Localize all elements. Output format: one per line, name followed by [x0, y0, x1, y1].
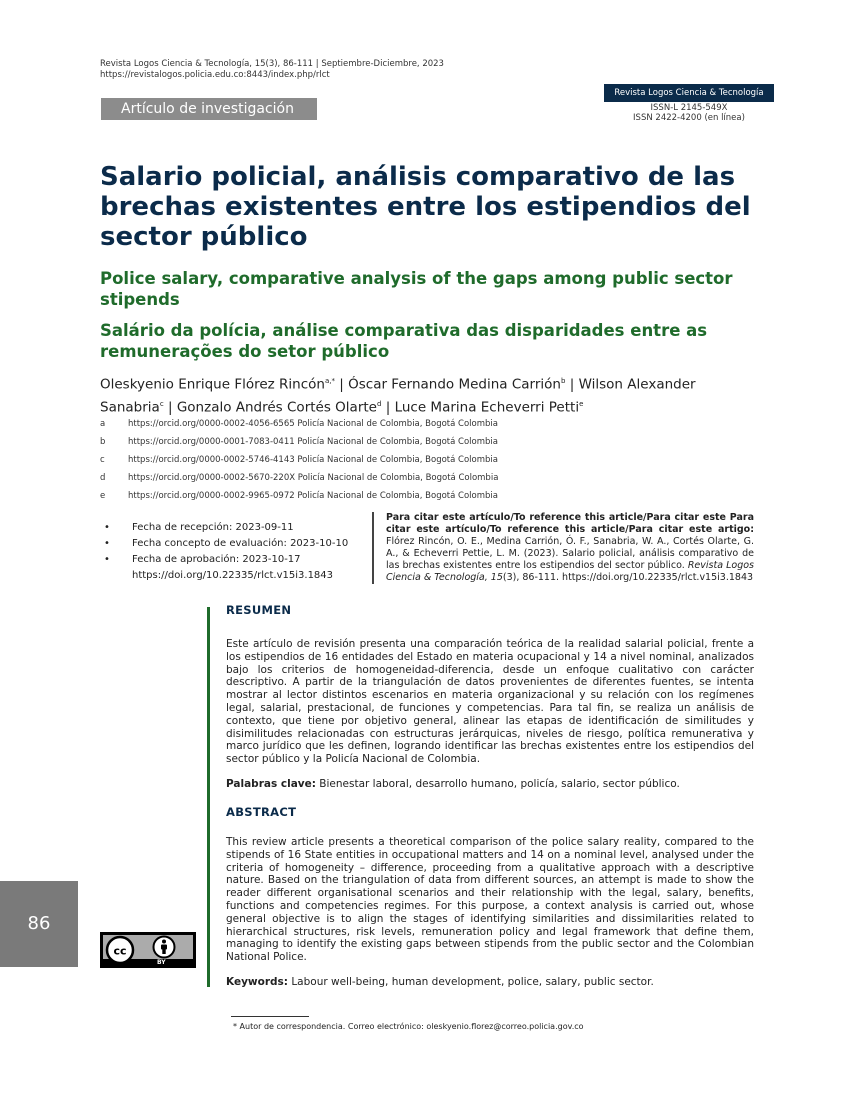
date-evaluation: [100, 536, 370, 552]
date-evaluation-text: Fecha concepto de evaluación: 2023-10-10: [132, 538, 349, 549]
date-received: [100, 520, 370, 536]
author-sup: a,*: [324, 377, 335, 385]
issn-block: [604, 103, 774, 123]
palabras-clave-label: Palabras clave:: [226, 778, 316, 790]
citation-box: [372, 512, 754, 584]
citation-line: Revista Logos Ciencia & Tecnología, 15(3), 86-111 | Septiembre-Diciembre, 2023: [100, 59, 444, 69]
affiliation-letter: a: [100, 419, 106, 429]
correspondence-footnote: * Autor de correspondencia. Correo electrónico: oleskyenio.florez@correo.policia.gov.co: [233, 1022, 584, 1031]
date-approved: [100, 552, 370, 568]
affiliation-text[interactable]: https://orcid.org/0000-0002-5746-4143 Policía Nacional de Colombia, Bogotá Colombia: [128, 455, 498, 465]
author-name: Luce Marina Echeverri Petti: [394, 399, 580, 415]
author-separator: |: [565, 376, 579, 393]
author-sup: b: [560, 377, 566, 385]
abstract-text: This review article presents a theoretical comparison of the police salary reality, compared to the stipends of 16 State entities in occupational matters and 14 on a nominal level, analysed under the criteria of homogeneity – difference, proceeding from a qualitative approach with a descriptive nature. Based on the triangulation of data from different sources, an attempt is made to show the reader different organisational scenarios and their relationship with the legal, salary, benefits, functions and competencies regimes. For this purpose, a context analysis is carried out, whose general objective is to align the stages of identifying similarities and dissimilarities related to hierarchical structures, risk levels, remuneration policy and legal framework that define them, managing to identify the existing gaps between stipends from the public sector and the Colombian National Police.: [226, 836, 754, 964]
palabras-clave: [226, 778, 754, 791]
keywords-label: Keywords:: [226, 976, 288, 988]
title-spanish: Salario policial, análisis comparativo de las brechas existentes entre los estipendios del sector público: [100, 162, 751, 252]
author-sup: c: [159, 399, 164, 408]
author-separator: |: [381, 399, 395, 415]
date-received-text: Fecha de recepción: 2023-09-11: [132, 522, 294, 533]
bullet: •: [104, 538, 110, 549]
section-tag: Artículo de investigación: [101, 98, 317, 120]
cc-icon: [105, 935, 135, 965]
date-approved-text: Fecha de aprobación: 2023-10-17: [132, 554, 301, 565]
bullet: •: [104, 554, 110, 565]
journal-badge: Revista Logos Ciencia & Tecnología: [604, 84, 774, 102]
affiliation-letter: d: [100, 473, 106, 483]
affiliation-letter: b: [100, 437, 106, 447]
author-sup: d: [376, 399, 382, 408]
affiliation-text[interactable]: https://orcid.org/0000-0002-5670-220X Policía Nacional de Colombia, Bogotá Colombia: [128, 473, 499, 483]
title-portuguese: Salário da polícia, análise comparativa das disparidades entre as remunerações do setor público: [100, 321, 708, 361]
abstract-heading: ABSTRACT: [226, 805, 297, 819]
doi-row: [100, 568, 370, 584]
author-name: Óscar Fernando Medina Carrión: [348, 376, 561, 393]
resumen-heading: RESUMEN: [226, 603, 292, 617]
affiliation-text[interactable]: https://orcid.org/0000-0002-4056-6565 Policía Nacional de Colombia, Bogotá Colombia: [128, 419, 498, 429]
affiliation-letter: e: [100, 491, 106, 501]
footnote-divider: [231, 1016, 309, 1017]
cc-license-badge[interactable]: [100, 932, 196, 968]
author-name: Wilson Alexander Sanabria: [100, 376, 696, 415]
citation-end: (3), 86-111. https://doi.org/10.22335/rlct.v15i3.1843: [502, 572, 754, 583]
keywords-text: Labour well-being, human development, police, salary, public sector.: [287, 976, 654, 988]
author-separator: |: [334, 376, 349, 393]
author-list: [100, 372, 760, 417]
affiliation-text[interactable]: https://orcid.org/0000-0001-7083-0411 Policía Nacional de Colombia, Bogotá Colombia: [128, 437, 498, 447]
page-number: 86: [0, 881, 78, 967]
citation-heading: Para citar este artículo/To reference this article/Para citar este Para citar este artículo/To reference this article/Para citar este artigo:: [386, 512, 754, 535]
journal-header: [100, 59, 444, 81]
author-name: Gonzalo Andrés Cortés Olarte: [176, 399, 377, 415]
author-sup: e: [579, 399, 584, 408]
title-english: Police salary, comparative analysis of the gaps among public sector stipends: [100, 269, 733, 309]
author-name: Oleskyenio Enrique Flórez Rincón: [100, 376, 325, 393]
resumen-text: Este artículo de revisión presenta una comparación teórica de la realidad salarial policial, frente a los estipendios de 16 entidades del Estado en materia ocupacional y 14 a nivel nominal, analizados bajo los criterios de homogeneidad-diferencia, desde un enfoque cualitativo con carácter descriptivo. A partir de la triangulación de datos provenientes de diferentes fuentes, se intenta mostrar al lector distintos escenarios en materia organizacional y su relación con los regímenes legal, salarial, prestacional, de funciones y competencias. Para tal fin, se realiza un análisis de contexto, que tiene por objetivo general, alinear las etapas de identificación de similitudes y disimilitudes relacionadas con estructuras jerárquicas, niveles de riesgo, política remunerativa y marco jurídico que les definen, logrando identificar las brechas existentes entre los estipendios del sector público y la Policía Nacional de Colombia.: [226, 638, 754, 766]
bullet: •: [104, 522, 110, 533]
doi-link[interactable]: https://doi.org/10.22335/rlct.v15i3.1843: [132, 570, 334, 581]
citation-journal: Revista Logos Ciencia & Tecnología, 15: [386, 560, 754, 583]
journal-url[interactable]: https://revistalogos.policia.edu.co:8443/index.php/rlct: [100, 70, 330, 80]
attribution-icon: [152, 935, 176, 959]
keywords: [226, 976, 754, 989]
affiliation-letter: c: [100, 455, 105, 465]
issn-l: ISSN-L 2145-549X: [650, 103, 728, 113]
citation-body: Flórez Rincón, O. E., Medina Carrión, Ó. F., Sanabria, W. A., Cortés Olarte, G. A., & Echeverri Pettie, L. M. (2023). Salario policial, análisis comparativo de las brechas existentes entre los estipendios del sector público.: [386, 536, 754, 571]
abstract-sidebar-line: [207, 607, 210, 987]
svg-text:cc: cc: [113, 944, 127, 958]
by-label: BY: [157, 959, 166, 966]
palabras-clave-text: Bienestar laboral, desarrollo humano, policía, salario, sector público.: [315, 778, 680, 790]
article-dates: [100, 520, 370, 584]
author-separator: |: [163, 399, 177, 415]
affiliation-text[interactable]: https://orcid.org/0000-0002-9965-0972 Policía Nacional de Colombia, Bogotá Colombia: [128, 491, 498, 501]
issn-online: ISSN 2422-4200 (en línea): [633, 113, 745, 123]
